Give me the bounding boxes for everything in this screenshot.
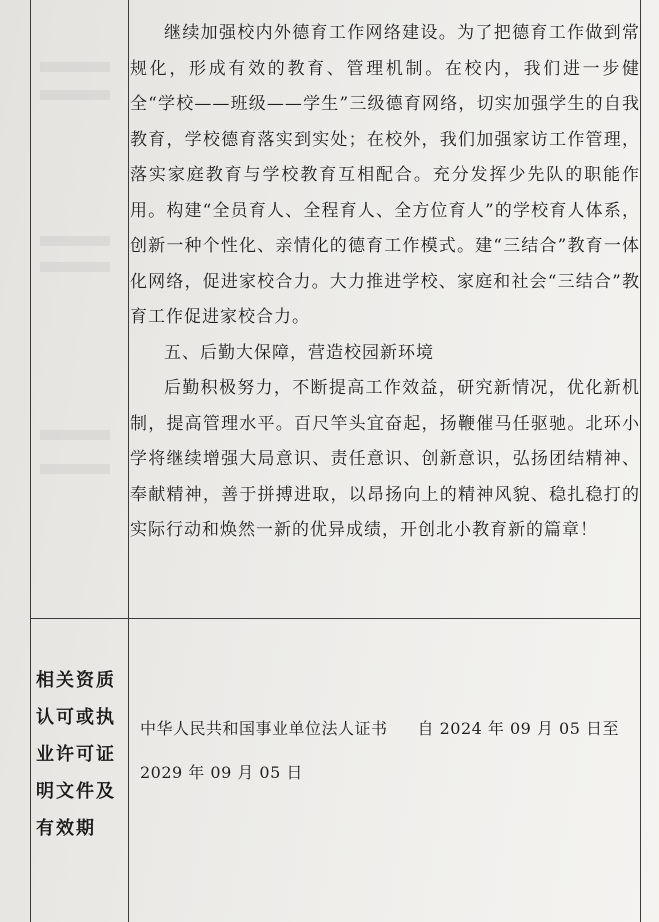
- license-row-label: 相关资质认可或执业许可证明文件及有效期: [36, 670, 116, 839]
- table-right-border: [640, 0, 641, 922]
- show-through-mark: [40, 90, 110, 100]
- validity-period: 自 2024 年 09 月 05 日至 2029 年 09 月 05 日: [140, 719, 619, 782]
- show-through-mark: [40, 430, 110, 440]
- certificate-name: 中华人民共和国事业单位法人证书: [140, 719, 388, 738]
- show-through-mark: [40, 262, 110, 272]
- show-through-mark: [40, 62, 110, 72]
- report-text-cell: [130, 16, 640, 549]
- moral-education-paragraph: 继续加强校内外德育工作网络建设。为了把德育工作做到常规化，形成有效的教育、管理机制。在校内，我们进一步健全“学校——班级——学生”三级德育网络，切实加强学生的自我教育，学校德育落实到实处；在校外，我们加强家访工作管理，落实家庭教育与学校教育互相配合。充分发挥少先队的职能作用。构建“全员育人、全程育人、全方位育人”的学校育人体系，创新一种个性化、亲情化的德育工作模式。建“三结合”教育一体化网络，促进家校合力。大力推进学校、家庭和社会“三结合”教育工作促进家校合力。: [130, 23, 640, 327]
- logistics-paragraph: 后勤积极努力，不断提高工作效益，研究新情况，优化新机制，提高管理水平。百尺竿头宜奋起，扬鞭催马任驱驰。北环小学将继续增强大局意识、责任意识、创新意识，弘扬团结精神、奉献精神，善于拼搏进取，以昂扬向上的精神风貌、稳扎稳打的实际行动和焕然一新的优异成绩，开创北小教育新的篇章！: [130, 378, 640, 540]
- section-heading: 五、后勤大保障，营造校园新环境: [164, 342, 434, 363]
- license-row-value: [140, 707, 630, 795]
- table-left-border: [30, 0, 31, 922]
- table-row-divider: [30, 618, 641, 619]
- show-through-mark: [40, 464, 110, 474]
- table-column-divider: [128, 0, 129, 922]
- show-through-mark: [40, 236, 110, 246]
